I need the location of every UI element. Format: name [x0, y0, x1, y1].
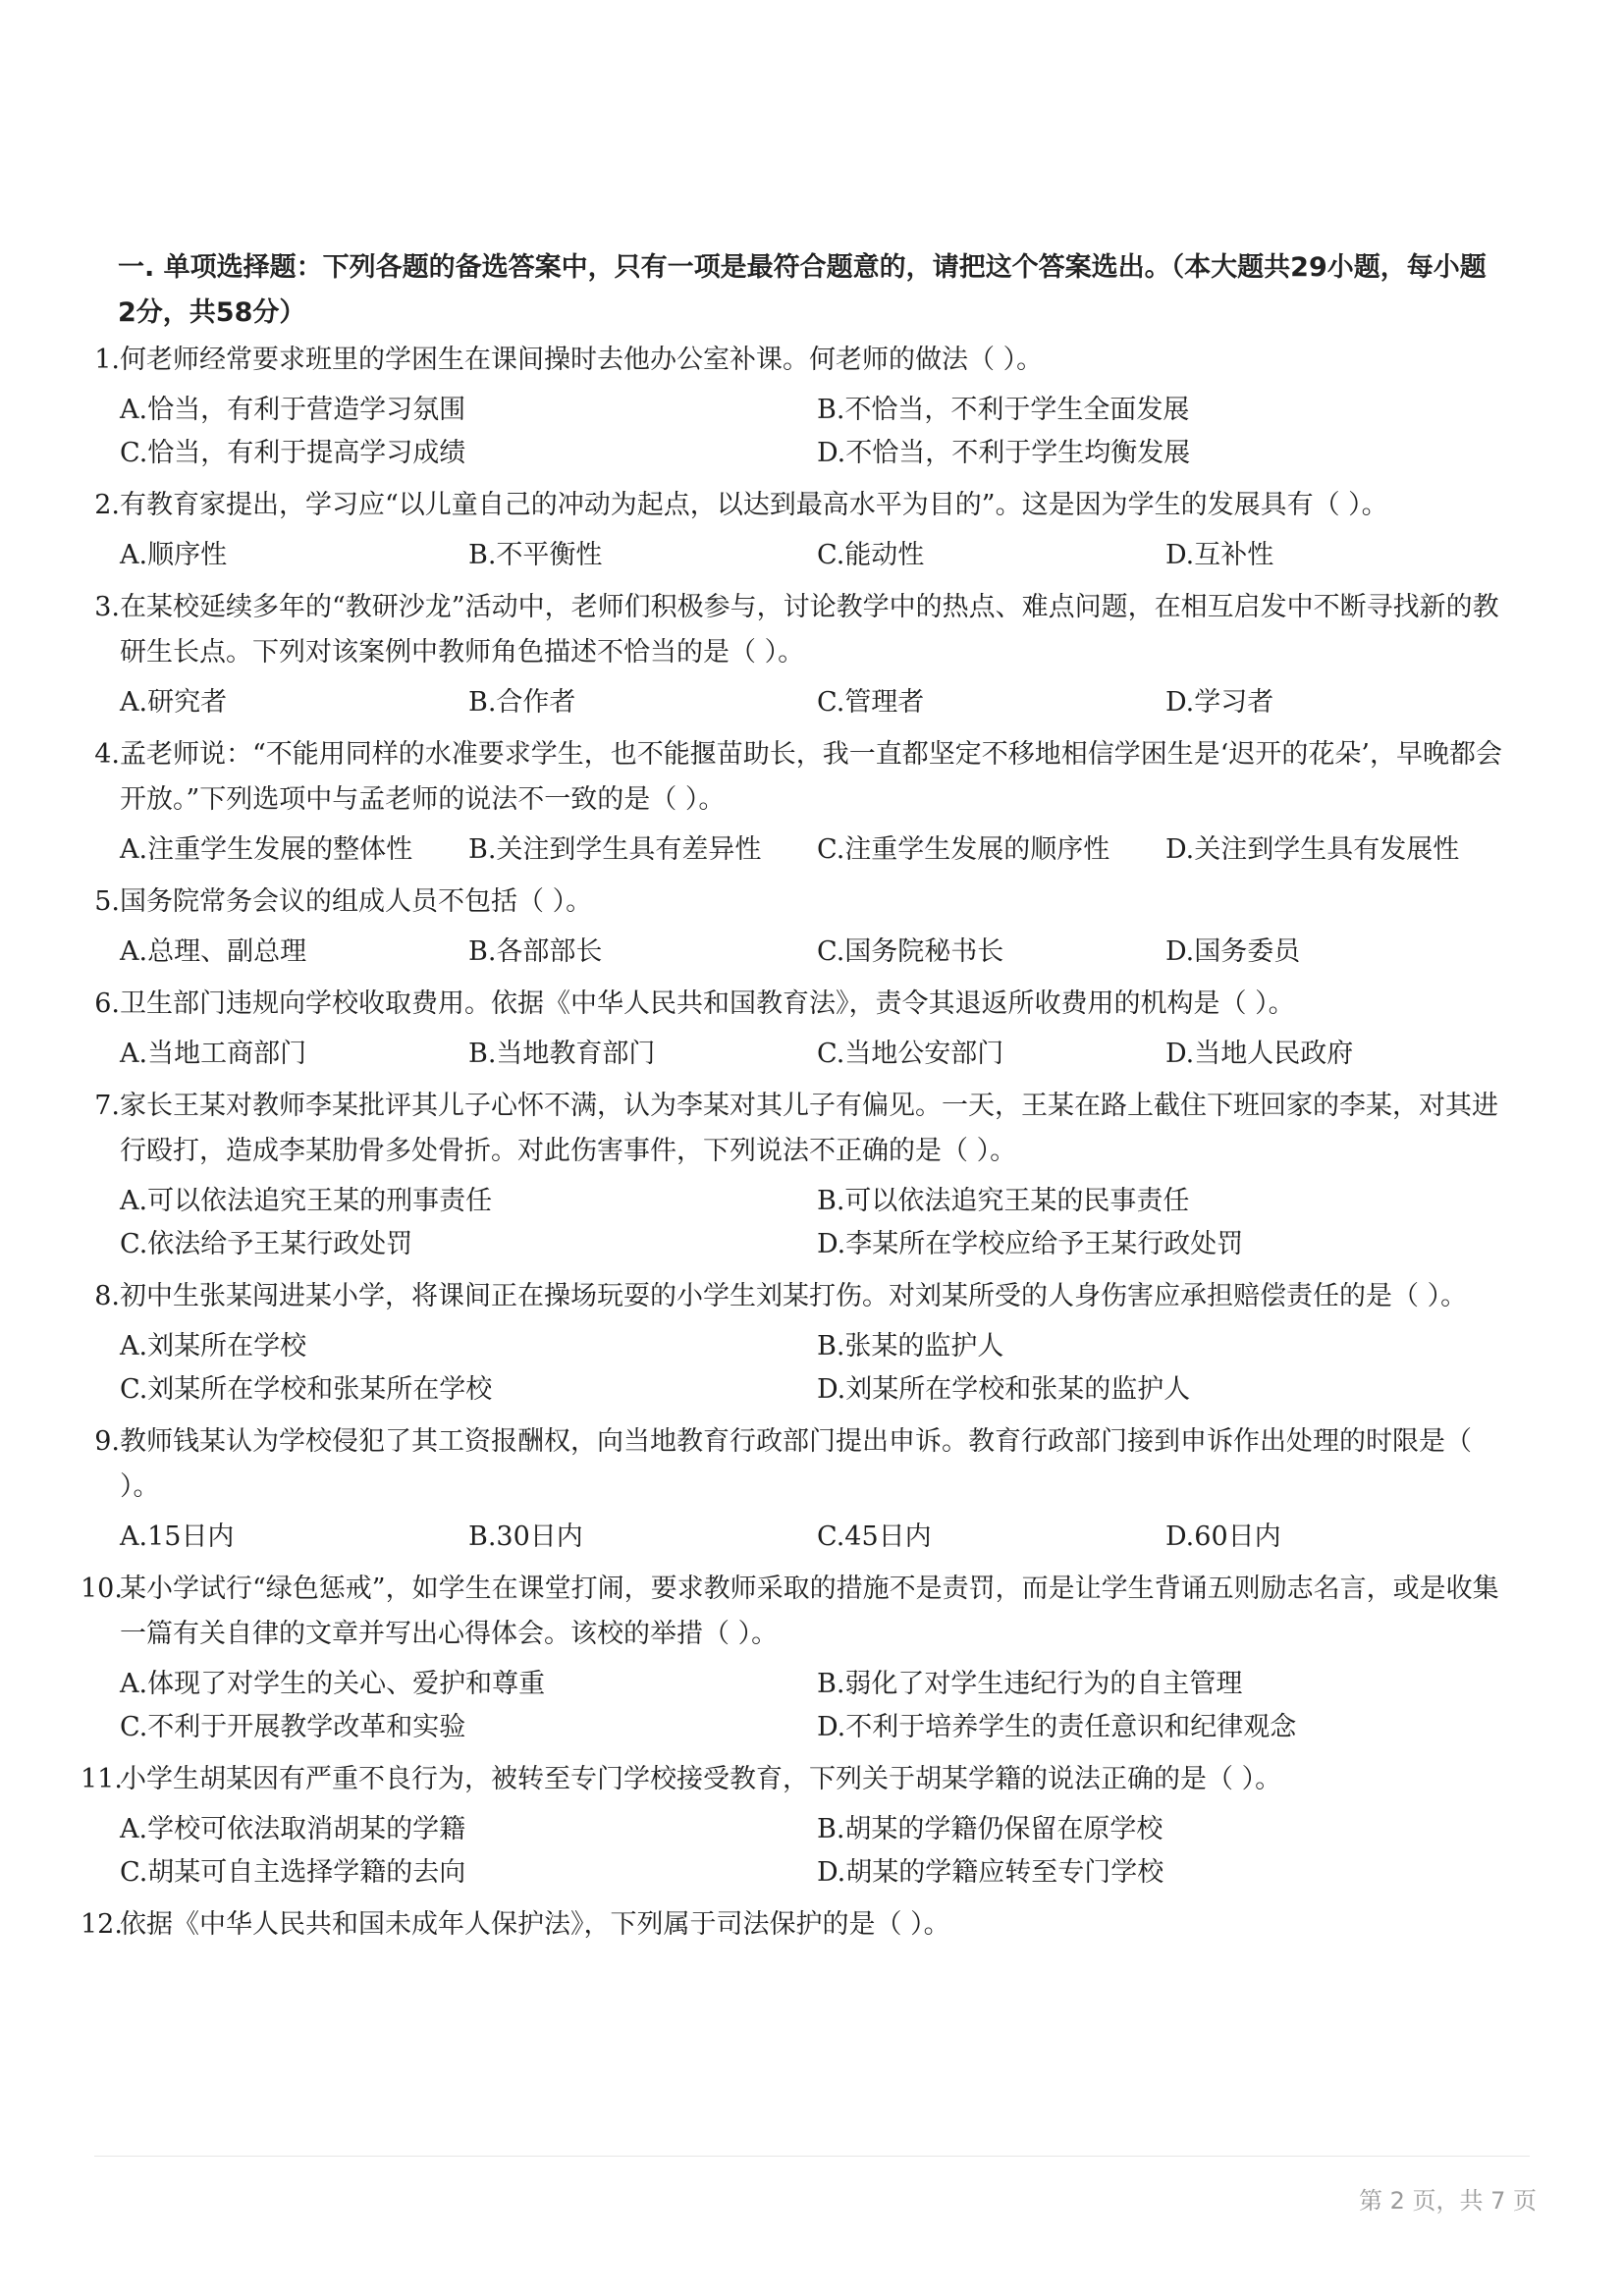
option-a: A.刘某所在学校 [120, 1331, 307, 1362]
question-stem: 卫生部门违规向学校收取费用。依据《中华人民共和国教育法》，责令其退返所收费用的机构是（ ）。 [120, 988, 1295, 1019]
option-a: A.注重学生发展的整体性 [120, 834, 413, 865]
option-a: A.体现了对学生的关心、爱护和尊重 [120, 1669, 546, 1699]
question-10 [81, 1567, 1514, 1749]
question-number: 11. [81, 1764, 123, 1794]
question-number: 9. [94, 1426, 120, 1457]
option-d: D.当地人民政府 [1165, 1039, 1354, 1069]
question-stem: 小学生胡某因有严重不良行为，被转至专门学校接受教育，下列关于胡某学籍的说法正确的是（ ）。 [120, 1764, 1282, 1794]
question-4 [81, 732, 1514, 872]
question-stem: 有教育家提出，学习应“以儿童自己的冲动为起点，以达到最高水平为目的”。这是因为学生的发展具有（ ）。 [120, 490, 1388, 520]
option-a: A.顺序性 [120, 540, 228, 570]
option-a: A.可以依法追究王某的刑事责任 [120, 1186, 493, 1216]
option-a: A.恰当，有利于营造学习氛围 [120, 395, 466, 425]
option-c: C.依法给予王某行政处罚 [120, 1229, 413, 1259]
option-b: B.关注到学生具有差异性 [468, 834, 762, 865]
option-d: D.关注到学生具有发展性 [1165, 834, 1460, 865]
question-number: 1. [94, 345, 120, 375]
option-d: D.刘某所在学校和张某的监护人 [817, 1374, 1191, 1405]
question-stem: 教师钱某认为学校侵犯了其工资报酬权，向当地教育行政部门提出申诉。教育行政部门接到申诉作出处理的时限是（ ）。 [120, 1426, 1472, 1502]
option-c: C.刘某所在学校和张某所在学校 [120, 1374, 493, 1405]
option-b: B.合作者 [468, 687, 576, 718]
option-d: D.不恰当，不利于学生均衡发展 [817, 438, 1191, 468]
option-d: D.国务委员 [1165, 936, 1301, 967]
option-c: C.45日内 [817, 1522, 932, 1552]
option-b: B.可以依法追究王某的民事责任 [817, 1186, 1190, 1216]
question-1 [81, 338, 1514, 475]
option-a: A.学校可依法取消胡某的学籍 [120, 1814, 466, 1844]
option-d: D.互补性 [1165, 540, 1274, 570]
footer-divider [94, 2156, 1530, 2157]
option-b: B.各部部长 [468, 936, 603, 967]
option-b: B.胡某的学籍仍保留在原学校 [817, 1814, 1163, 1844]
option-a: A.总理、副总理 [120, 936, 307, 967]
option-c: C.国务院秘书长 [817, 936, 1004, 967]
question-list [81, 338, 1514, 1955]
question-5 [81, 880, 1514, 974]
option-b: B.不平衡性 [468, 540, 603, 570]
question-number: 10. [81, 1574, 123, 1604]
question-stem: 依据《中华人民共和国未成年人保护法》，下列属于司法保护的是（ ）。 [120, 1909, 950, 1940]
question-12 [81, 1902, 1514, 1948]
page-number: 第 2 页，共 7 页 [1358, 2187, 1537, 2215]
question-number: 8. [94, 1281, 120, 1311]
option-d: D.60日内 [1165, 1522, 1281, 1552]
option-c: C.不利于开展教学改革和实验 [120, 1712, 466, 1742]
section-title: 一. 单项选择题：下列各题的备选答案中，只有一项是最符合题意的，请把这个答案选出。（本大题共29小题，每小题2分，共58分） [118, 252, 1487, 328]
option-b: B.30日内 [468, 1522, 583, 1552]
question-number: 3. [94, 592, 120, 622]
question-stem: 家长王某对教师李某批评其儿子心怀不满，认为李某对其儿子有偏见。一天，王某在路上截住下班回家的李某，对其进行殴打，造成李某肋骨多处骨折。对此伤害事件，下列说法不正确的是（ ）。 [120, 1091, 1498, 1166]
option-a: A.当地工商部门 [120, 1039, 307, 1069]
question-number: 2. [94, 490, 120, 520]
question-8 [81, 1274, 1514, 1412]
option-c: C.能动性 [817, 540, 925, 570]
option-b: B.不恰当，不利于学生全面发展 [817, 395, 1190, 425]
question-number: 4. [94, 739, 120, 770]
question-11 [81, 1757, 1514, 1895]
option-b: B.当地教育部门 [468, 1039, 656, 1069]
question-number: 7. [94, 1091, 120, 1121]
question-9 [81, 1419, 1514, 1559]
question-7 [81, 1084, 1514, 1266]
option-c: C.恰当，有利于提高学习成绩 [120, 438, 466, 468]
question-stem: 在某校延续多年的“教研沙龙”活动中，老师们积极参与，讨论教学中的热点、难点问题，在相互启发中不断寻找新的教研生长点。下列对该案例中教师角色描述不恰当的是（ ）。 [120, 592, 1499, 667]
question-6 [81, 982, 1514, 1076]
option-b: B.弱化了对学生违纪行为的自主管理 [817, 1669, 1243, 1699]
question-2 [81, 483, 1514, 577]
question-number: 6. [94, 988, 120, 1019]
option-d: D.学习者 [1165, 687, 1274, 718]
option-a: A.15日内 [120, 1522, 235, 1552]
option-d: D.李某所在学校应给予王某行政处罚 [817, 1229, 1244, 1259]
question-stem: 孟老师说：“不能用同样的水准要求学生，也不能揠苗助长，我一直都坚定不移地相信学困生是‘迟开的花朵’，早晚都会开放。”下列选项中与孟老师的说法不一致的是（ ）。 [120, 739, 1502, 815]
question-number: 5. [94, 886, 120, 917]
option-c: C.注重学生发展的顺序性 [817, 834, 1110, 865]
question-stem: 何老师经常要求班里的学困生在课间操时去他办公室补课。何老师的做法（ ）。 [120, 345, 1044, 375]
question-3 [81, 585, 1514, 724]
question-stem: 国务院常务会议的组成人员不包括（ ）。 [120, 886, 593, 917]
option-c: C.管理者 [817, 687, 925, 718]
question-stem: 某小学试行“绿色惩戒”，如学生在课堂打闹，要求教师采取的措施不是责罚，而是让学生背诵五则励志名言，或是收集一篇有关自律的文章并写出心得体会。该校的举措（ ）。 [120, 1574, 1499, 1649]
question-number: 12. [81, 1909, 123, 1940]
option-d: D.不利于培养学生的责任意识和纪律观念 [817, 1712, 1297, 1742]
option-a: A.研究者 [120, 687, 228, 718]
question-stem: 初中生张某闯进某小学，将课间正在操场玩耍的小学生刘某打伤。对刘某所受的人身伤害应承担赔偿责任的是（ ）。 [120, 1281, 1468, 1311]
option-c: C.当地公安部门 [817, 1039, 1004, 1069]
option-b: B.张某的监护人 [817, 1331, 1004, 1362]
option-d: D.胡某的学籍应转至专门学校 [817, 1857, 1164, 1888]
option-c: C.胡某可自主选择学籍的去向 [120, 1857, 466, 1888]
